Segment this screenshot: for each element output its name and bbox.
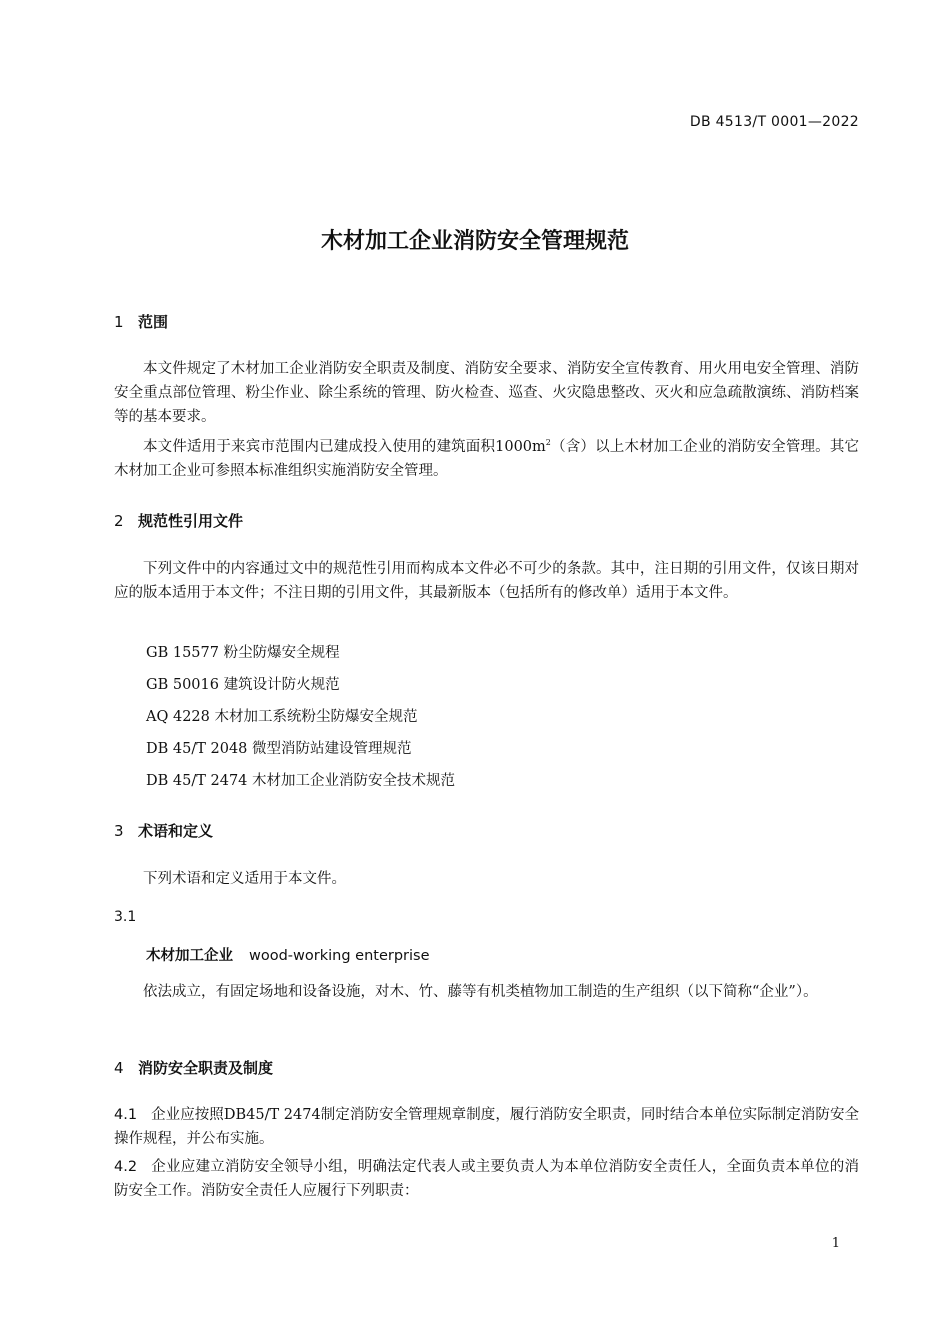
section-title: 规范性引用文件	[138, 512, 244, 530]
section-2-paragraph-1: 下列文件中的内容通过文中的规范性引用而构成本文件必不可少的条款。其中，注日期的引用文件，仅该日期对应的版本适用于本文件；不注日期的引用文件，其最新版本（包括所有的修改单）适用于本文件。	[114, 561, 859, 601]
clause-text: 企业应按照DB45/T 2474制定消防安全管理规章制度，履行消防安全职责，同时结合本单位实际制定消防安全操作规程，并公布实施。	[114, 1107, 859, 1147]
section-number: 4	[114, 1059, 124, 1077]
reference-item: GB 15577 粉尘防爆安全规程	[146, 645, 340, 661]
section-1-paragraph-2	[114, 431, 859, 483]
clause-4-1	[114, 1103, 859, 1151]
section-number: 1	[114, 313, 124, 331]
clause-4-2	[114, 1155, 859, 1203]
section-number: 3	[114, 822, 124, 840]
section-title: 术语和定义	[138, 822, 214, 840]
clause-number: 4.1	[114, 1107, 138, 1123]
term-definition: 依法成立，有固定场地和设备设施，对木、竹、藤等有机类植物加工制造的生产组织（以下简称“企业”）。	[143, 984, 818, 1000]
section-number: 2	[114, 512, 124, 530]
section-1-heading	[114, 311, 168, 332]
reference-item: DB 45/T 2048 微型消防站建设管理规范	[146, 741, 412, 757]
reference-item: AQ 4228 木材加工系统粉尘防爆安全规范	[146, 709, 418, 725]
reference-item: GB 50016 建筑设计防火规范	[146, 677, 340, 693]
paragraph-text: （含）以上木材加工企业的消防安全管理。其它木材加工企业可参照本标准组织实施消防安全管理。	[114, 438, 860, 479]
section-4-heading	[114, 1057, 273, 1078]
paragraph-text: 本文件适用于来宾市范围内已建成投入使用的建筑面积1000m	[143, 438, 546, 455]
section-1-paragraph-1: 本文件规定了木材加工企业消防安全职责及制度、消防安全要求、消防安全宣传教育、用火用电安全管理、消防安全重点部位管理、粉尘作业、除尘系统的管理、防火检查、巡查、火灾隐患整改、灭火和应急疏散演练、消防档案等的基本要求。	[114, 361, 859, 425]
reference-item: DB 45/T 2474 木材加工企业消防安全技术规范	[146, 773, 456, 789]
term-english: wood-working enterprise	[249, 948, 430, 964]
clause-number: 3.1	[114, 909, 137, 925]
clause-number: 4.2	[114, 1159, 138, 1175]
section-3-heading	[114, 820, 213, 841]
document-code: DB 4513/T 0001—2022	[689, 114, 859, 130]
term-entry	[146, 944, 430, 965]
document-title: 木材加工企业消防安全管理规范	[320, 229, 629, 254]
section-3-paragraph-1: 下列术语和定义适用于本文件。	[143, 871, 346, 887]
term-chinese: 木材加工企业	[146, 948, 233, 964]
section-title: 消防安全职责及制度	[138, 1059, 274, 1077]
page-number: 1	[831, 1236, 840, 1251]
clause-text: 企业应建立消防安全领导小组，明确法定代表人或主要负责人为本单位消防安全责任人，全面负责本单位的消防安全工作。消防安全责任人应履行下列职责：	[114, 1159, 859, 1199]
section-2-heading	[114, 510, 243, 531]
section-title: 范围	[138, 313, 169, 331]
superscript: 2	[545, 438, 551, 447]
